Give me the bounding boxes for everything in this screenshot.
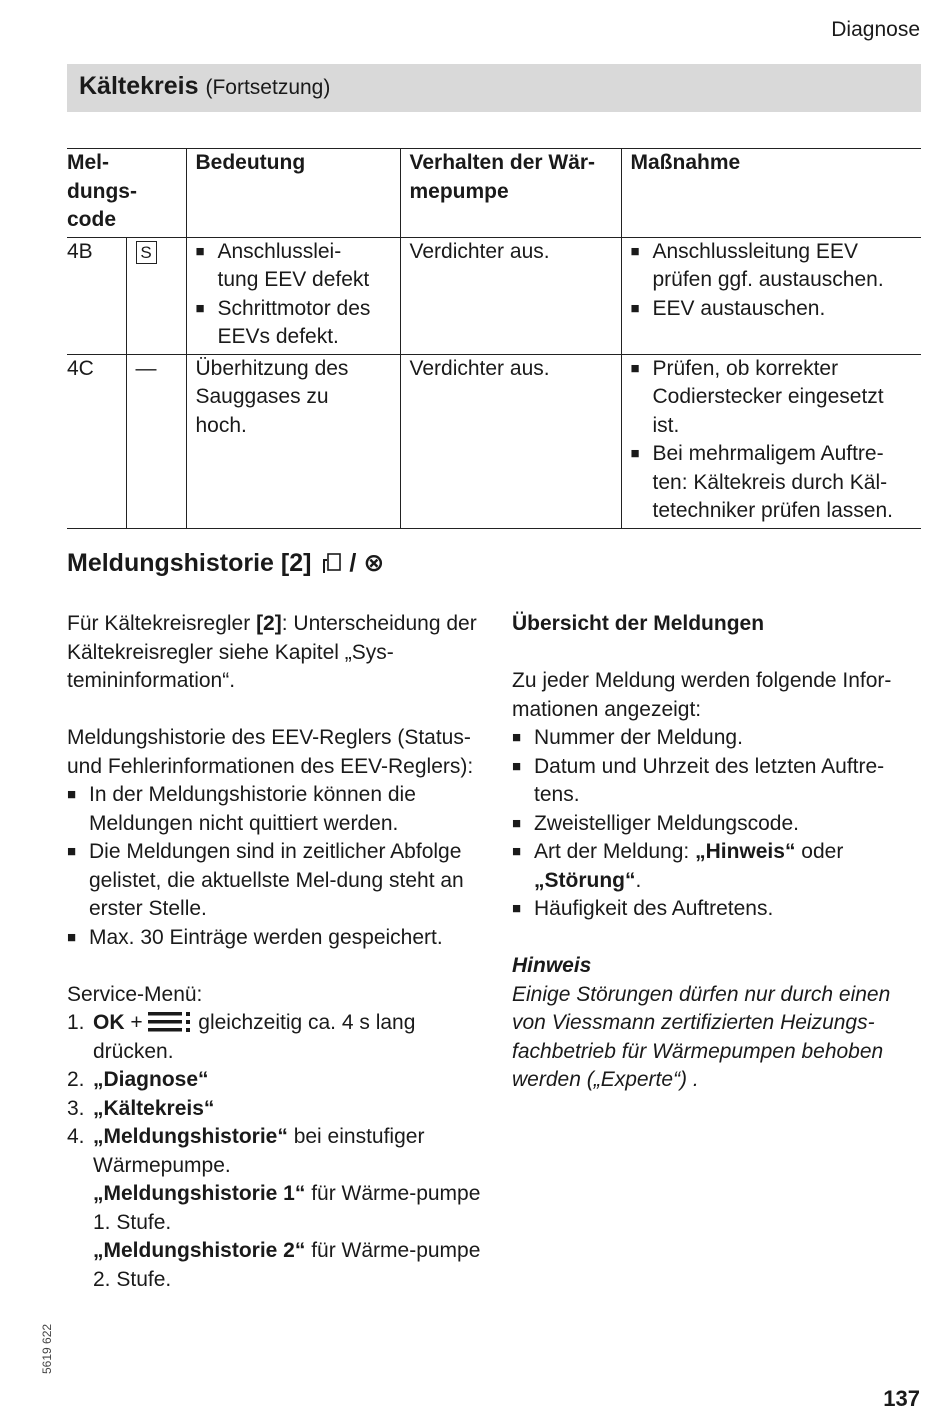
history-heading-symbols: / ⊗ <box>349 549 385 577</box>
intro-paragraph <box>67 610 487 696</box>
page-number: 137 <box>883 1386 920 1411</box>
text: . <box>635 868 642 892</box>
document-number: 5619 622 <box>40 1323 54 1374</box>
step-text: für Wärme-pumpe 2. Stufe. <box>93 1239 481 1291</box>
menu-key-icon <box>148 1011 192 1033</box>
code-cell: 4C <box>67 354 126 528</box>
list-item: ■ Bei mehrmaligem Auftre- ten: Kältekreis durch Käl- tetechniker prüfen lassen. <box>631 440 916 526</box>
step-number: 4. <box>67 1125 85 1148</box>
text: Art der Meldung: <box>534 840 696 863</box>
service-menu-label: Service-Menü: <box>67 982 203 1006</box>
list-item: ■ Anschlusslei- tung EEV defekt <box>196 238 394 295</box>
step-text: bei einstufiger Wärmepumpe. <box>93 1125 425 1177</box>
history-heading-text: Meldungshistorie [2] <box>67 549 312 577</box>
list-item: ■ Max. 30 Einträge werden gespeichert. <box>67 924 487 953</box>
table-header-row <box>67 149 921 238</box>
section-title-main: Kältekreis <box>79 72 199 100</box>
meaning-cell: Überhitzung des Sauggases zu hoch. <box>186 354 400 528</box>
table-row <box>67 237 921 354</box>
step-item <box>67 1095 487 1124</box>
list-item <box>512 838 924 895</box>
ok-key-label: OK <box>93 1011 125 1034</box>
note-text: Einige Störungen dürfen nur durch einen von Viessmann zertifizierten Heizungs-fachbetrieb für Wärmepumpen behoben werden („Experte“) . <box>512 982 891 1091</box>
step-text: gleichzeitig ca. 4 s lang drücken. <box>93 1011 416 1063</box>
step-item <box>67 1009 487 1066</box>
list-item: ■ Prüfen, ob korrekter Codierstecker eingesetzt ist. <box>631 355 916 441</box>
header-meaning: Bedeutung <box>186 149 400 238</box>
history-left-column <box>67 610 487 1294</box>
message-code-table <box>67 148 921 529</box>
history-right-column <box>512 610 924 1095</box>
table-row <box>67 354 921 528</box>
section-title <box>79 72 330 101</box>
list-item: ■ Schrittmotor des EEVs defekt. <box>196 295 394 352</box>
step-item <box>67 1123 487 1294</box>
type-symbol-s: S <box>136 241 157 264</box>
list-item: ■ Nummer der Meldung. <box>512 724 924 753</box>
history-bullet-list <box>67 781 487 952</box>
list-item: ■ Häufigkeit des Auftretens. <box>512 895 924 924</box>
text-bold: „Störung“ <box>534 868 636 892</box>
eev-paragraph: Meldungshistorie des EEV-Reglers (Status- und Fehlerinformationen des EEV-Reglers): <box>67 726 474 778</box>
header-behavior: Verhalten der Wär- mepumpe <box>400 149 621 238</box>
type-cell: — <box>126 354 186 528</box>
header-action: Maßnahme <box>621 149 921 238</box>
section-title-subtitle: (Fortsetzung) <box>205 76 331 99</box>
overview-title: Übersicht der Meldungen <box>512 612 765 635</box>
intro-ref: [2] <box>256 612 282 635</box>
section-title-bar <box>67 64 921 112</box>
action-cell <box>621 354 921 528</box>
meaning-cell <box>186 237 400 354</box>
header-code: Mel- dungs- code <box>67 149 186 238</box>
step-menu-item: „Meldungshistorie“ <box>93 1125 288 1148</box>
note-title: Hinweis <box>512 954 592 977</box>
text-bold: „Hinweis“ <box>695 840 796 863</box>
list-item: ■ In der Meldungshistorie können die Meldungen nicht quittiert werden. <box>67 781 487 838</box>
step-menu-item: „Meldungshistorie 2“ <box>93 1239 306 1262</box>
list-item: ■ Datum und Uhrzeit des letzten Auftre-tens. <box>512 753 924 810</box>
code-cell: 4B <box>67 237 126 354</box>
plus-sign: + <box>124 1011 149 1034</box>
list-item: ■ EEV austauschen. <box>631 295 916 324</box>
step-number: 1. <box>67 1011 85 1034</box>
step-number: 2. <box>67 1068 85 1091</box>
step-item <box>67 1066 487 1095</box>
action-cell <box>621 237 921 354</box>
overview-bullet-list <box>512 724 924 924</box>
list-item: ■ Zweistelliger Meldungscode. <box>512 810 924 839</box>
text: oder <box>795 840 844 863</box>
history-heading <box>67 548 384 578</box>
list-item: ■ Die Meldungen sind in zeitlicher Abfolge gelistet, die aktuellste Mel-dung steht an erster Stelle. <box>67 838 487 924</box>
step-menu-item: „Meldungshistorie 1“ <box>93 1182 306 1205</box>
behavior-cell: Verdichter aus. <box>400 237 621 354</box>
behavior-cell: Verdichter aus. <box>400 354 621 528</box>
step-menu-item: „Diagnose“ <box>93 1068 209 1091</box>
intro-text-rest: : Unterscheidung der Kältekreisregler siehe Kapitel „Sys-temininformation“. <box>67 612 477 692</box>
service-steps <box>67 1009 487 1294</box>
controller-icon <box>322 552 342 574</box>
step-text: für Wärme-pumpe 1. Stufe. <box>93 1182 481 1234</box>
type-cell <box>126 237 186 354</box>
list-item: ■ Anschlussleitung EEV prüfen ggf. austauschen. <box>631 238 916 295</box>
step-number: 3. <box>67 1096 85 1120</box>
step-menu-item: „Kältekreis“ <box>93 1096 215 1120</box>
running-head: Diagnose <box>831 18 920 41</box>
overview-intro: Zu jeder Meldung werden folgende Infor-mationen angezeigt: <box>512 669 892 721</box>
intro-text: Für Kältekreisregler <box>67 612 257 635</box>
